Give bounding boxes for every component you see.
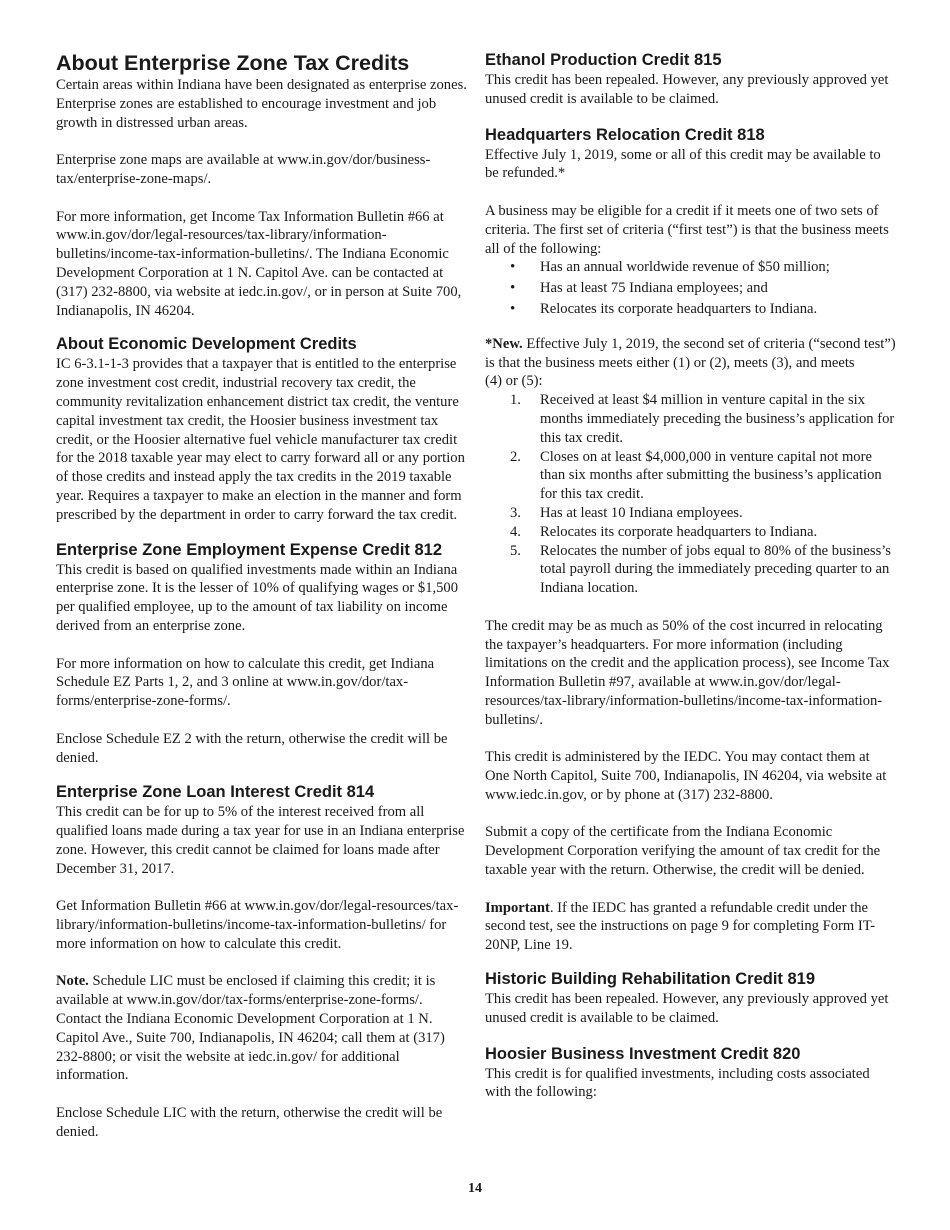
heading-historic-building: Historic Building Rehabilitation Credit 819 <box>485 970 816 989</box>
section-enterprise-zone <box>56 50 468 320</box>
heading-economic-development: About Economic Development Credits <box>56 335 357 354</box>
heading-ez-employment: Enterprise Zone Employment Expense Credit 812 <box>56 540 443 559</box>
paragraph: This credit is for qualified investments, including costs associated with the following: <box>485 1065 870 1101</box>
paragraph: This credit can be for up to 5% of the interest received from all qualified loans made during a tax year for use in an Indiana enterprise zone. However, this credit cannot be claimed for loans made after December 31, 2017. <box>56 804 465 877</box>
item-number: 3. <box>510 504 521 521</box>
heading-hoosier-business: Hoosier Business Investment Credit 820 <box>485 1044 801 1063</box>
paragraph: Submit a copy of the certificate from the Indiana Economic Development Corporation verifying the amount of tax credit for the taxable year with the return. Otherwise, the credit will be denied. <box>485 824 881 879</box>
section-headquarters-relocation <box>485 125 897 955</box>
right-column <box>485 50 897 1121</box>
second-test-list <box>485 391 897 598</box>
paragraph: Enclose Schedule EZ 2 with the return, otherwise the credit will be denied. <box>56 730 448 766</box>
section-historic-building <box>485 969 897 1028</box>
paragraph: Enterprise zone maps are available at www.in.gov/dor/business-tax/enterprise-zone-maps/. <box>56 152 431 187</box>
note-text: Schedule LIC must be enclosed if claiming this credit; it is available at www.in.gov/dor/tax-forms/enterprise-zone-forms/. Contact the Indiana Economic Development Corporation at 1 N. Capitol Ave., Suite 700, Indianapolis, IN 46204; call them at (317) 232-8800; or visit the website at iedc.in.gov/ for additional information. <box>56 973 445 1084</box>
important-label: Important <box>485 899 550 916</box>
item-number: 4. <box>510 523 521 540</box>
note-label: Note. <box>56 973 89 990</box>
numbered-item <box>485 523 897 542</box>
numbered-item <box>485 504 897 523</box>
new-text: Effective July 1, 2019, the second set of criteria (“second test”) is that the business meets either (1) or (2), meets (3), and meets <box>485 335 896 371</box>
list-item: • Has at least 75 Indiana employees; and <box>485 279 897 298</box>
item-number: 2. <box>510 448 521 465</box>
section-economic-development <box>56 334 468 524</box>
criteria-list <box>485 258 897 318</box>
paragraph: Enclose Schedule LIC with the return, otherwise the credit will be denied. <box>56 1105 443 1140</box>
paragraph: A business may be eligible for a credit if it meets one of two sets of criteria. The first set of criteria (“first test”) is that the business meets all of the following: <box>485 202 889 257</box>
item-text: Has at least 10 Indiana employees. <box>540 504 743 521</box>
section-ez-employment <box>56 540 468 768</box>
item-text: Relocates its corporate headquarters to Indiana. <box>540 523 818 540</box>
paragraph: For more information on how to calculate this credit, get Indiana Schedule EZ Parts 1, 2, and 3 online at www.in.gov/dor/tax-forms/enterprise-zone-forms/. <box>56 655 435 710</box>
note-paragraph <box>56 972 468 1085</box>
item-number: 1. <box>510 392 521 409</box>
left-column <box>56 50 468 1160</box>
paragraph: Certain areas within Indiana have been designated as enterprise zones. Enterprise zones are established to encourage investment and job growth in distressed urban areas. <box>56 77 467 131</box>
section-ez-loan <box>56 782 468 1141</box>
paragraph: This credit has been repealed. However, any previously approved yet unused credit is available to be claimed. <box>485 72 889 107</box>
paragraph: This credit is based on qualified investments made within an Indiana enterprise zone. It is the lesser of 10% of qualifying wages or $1,500 per qualified employee, up to the amount of tax liability on income derived from an enterprise zone. <box>56 561 459 634</box>
paragraph: Effective July 1, 2019, some or all of this credit may be available to be refunded.* <box>485 146 881 182</box>
item-text: Received at least $4 million in venture capital in the six months immediately preceding the business’s application for this tax credit. <box>540 392 895 446</box>
section-hoosier-business <box>485 1044 897 1103</box>
heading-ez-loan: Enterprise Zone Loan Interest Credit 814 <box>56 783 375 802</box>
paragraph: For more information, get Income Tax Information Bulletin #66 at www.in.gov/dor/legal-resources/tax-library/information-bulletins/income-tax-information-bulletins/. The Indiana Economic Development Corporation at 1 N. Capitol Ave. can be contacted at (317) 232-8800, via website at iedc.in.gov/, or in person at Suite 700, Indianapolis, IN 46204. <box>56 208 462 319</box>
important-text: . If the IEDC has granted a refundable credit under the second test, see the instructions on page 9 for completing Form IT-20NP, Line 19. <box>485 899 876 954</box>
paragraph: This credit has been repealed. However, any previously approved yet unused credit is available to be claimed. <box>485 991 889 1026</box>
new-paragraph <box>485 335 897 373</box>
item-number: 5. <box>510 542 521 559</box>
section-ethanol <box>485 50 897 109</box>
paragraph: This credit is administered by the IEDC. You may contact them at One North Capitol, Suite 700, Indianapolis, IN 46204, via website at www.iedc.in.gov, or by phone at (317) 232-8800. <box>485 749 887 803</box>
item-text: Relocates the number of jobs equal to 80% of the business’s total payroll during the immediately preceding quarter to an Indiana location. <box>540 542 891 597</box>
numbered-item <box>485 542 897 598</box>
numbered-item <box>485 391 897 447</box>
list-item: • Has an annual worldwide revenue of $50 million; <box>485 258 897 277</box>
heading-ethanol: Ethanol Production Credit 815 <box>485 51 722 69</box>
heading-enterprise-zone: About Enterprise Zone Tax Credits <box>56 51 410 75</box>
list-item: • Relocates its corporate headquarters to Indiana. <box>485 300 897 319</box>
paragraph: Get Information Bulletin #66 at www.in.gov/dor/legal-resources/tax-library/information-bulletins/income-tax-information-bulletins/ for more information on how to calculate this credit. <box>56 898 459 952</box>
paragraph: The credit may be as much as 50% of the cost incurred in relocating the taxpayer’s headquarters. For more information (including limitations on the credit and the application process), see Income Tax Information Bulletin #97, available at www.in.gov/dor/legal-resources/tax-library/information-bulletins/income-tax-information-bulletins/. <box>485 617 890 728</box>
heading-headquarters-relocation: Headquarters Relocation Credit 818 <box>485 125 765 144</box>
new-paragraph-continued: (4) or (5): <box>485 373 543 390</box>
page-number: 14 <box>468 1181 482 1196</box>
important-paragraph <box>485 899 897 955</box>
new-label: *New. <box>485 335 523 352</box>
numbered-item <box>485 448 897 504</box>
paragraph: IC 6-3.1-1-3 provides that a taxpayer that is entitled to the enterprise zone investment cost credit, industrial recovery tax credit, the community revitalization enhancement district tax credit, the venture capital investment tax credit, the Hoosier business investment tax credit, or the Hoosier alternative fuel vehicle manufacturer tax credit for the 2018 taxable year may elect to carry forward all or any portion of those credits and instead apply the tax credits in the 2019 taxable year. Requires a taxpayer to make an election in the manner and form prescribed by the department in order to carry forward the tax credit. <box>56 356 465 523</box>
item-text: Closes on at least $4,000,000 in venture capital not more than six months after submitting the business’s application for this tax credit. <box>540 448 882 503</box>
